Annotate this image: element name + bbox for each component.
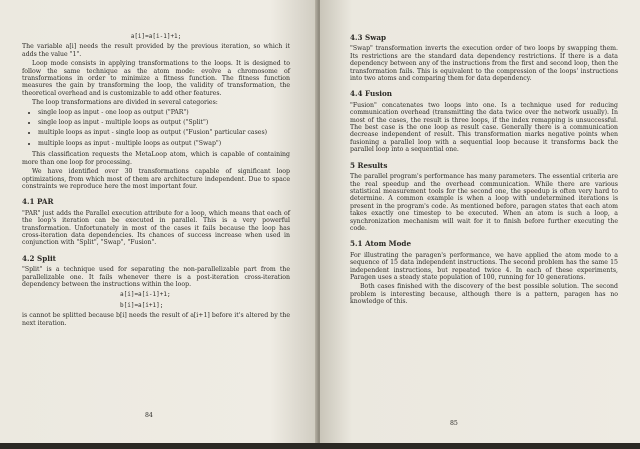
section-heading: 5 Results	[350, 160, 388, 170]
code-line: b[i]=a[i+1];	[120, 301, 164, 309]
section-heading: 4.4 Fusion	[350, 89, 393, 99]
list-item: • single loop as input - multiple loops as output ("Split")	[38, 119, 290, 126]
paragraph: is cannot be splitted because b[i] needs the result of a[i+1] before it's altered by the next iteration.	[22, 312, 290, 327]
paragraph: We have identified over 30 transformations capable of significant loop optimizations, from which most of them are architecture independent. Due to space constraints we reproduce here the most important four.	[22, 168, 290, 190]
category-list	[22, 109, 290, 148]
paragraph: "Fusion" concatenates two loops into one. Is a technique used for reducing communication overhead (transmitting the data twice over the network usually). In most of the cases, the result is three loops, if the index remapping is unsuccessful. The best case is the one loop as result case. Generally there is a communication decrease independent of result. This transformation marks negative points when fusioning a parallel loop with a sequential loop because it transforms back the parallel loop into a sequential one.	[350, 101, 618, 154]
list-item: • multiple loops as input - single loop as output ("Fusion" particular cases)	[38, 129, 290, 136]
section-heading: 4.3 Swap	[350, 33, 387, 42]
paragraph: This classification requests the MetaLoop atom, which is capable of containing more than one loop for processing.	[22, 151, 290, 166]
list-item: • multiple loops as input - multiple loops as output ("Swap")	[38, 140, 290, 147]
paragraph: "Split" is a technique used for separating the non-parallelizable part from the parallelizable one. It fails whenever there is a post-iteration cross-iteration dependency between the instructions within the loop.	[22, 266, 290, 288]
section-heading: 5.1 Atom Mode	[350, 239, 412, 249]
paragraph: Both cases finished with the discovery of the best possible solution. The second problem is interesting because, although there is a pattern, paragen has no knowledge of this.	[350, 283, 618, 306]
page-number: 85	[450, 420, 458, 427]
section-heading: 4.1 PAR	[22, 197, 54, 207]
code-line: a[i]=a[i-1]+1;	[120, 291, 171, 299]
scan-edge-bottom	[0, 443, 640, 449]
list-item: • single loop as input - one loop as output ("PAR")	[38, 109, 290, 116]
left-page	[0, 0, 318, 449]
paragraph: For illustrating the paragen's performance, we have applied the atom mode to a sequence of 15 data independent instructions. The second problem has the same 15 independent instructions, but repeated twice 4. In each of these experiments, Paragen uses a steady state population of 100, running for 10 generations.	[350, 251, 618, 281]
paragraph: The loop transformations are divided in several categories:	[32, 99, 218, 107]
paragraph: Loop mode consists in applying transformations to the loops. It is designed to follow the same technique as the atom mode: evolve a chromosome of transformations in order to minimize a fitness function. The fitness function measures the gain by transforming the loop, the validity of transformation, the theoretical overhead and is customizable to add other features.	[22, 60, 290, 97]
page-number: 84	[145, 412, 153, 419]
right-page-text	[350, 34, 618, 308]
paragraph: "Swap" transformation inverts the execution order of two loops by swapping them. Its restrictions are the standard data dependency restrictions. If there is a data dependency between any of the instructions from the first and second loop, then the transformation fails. This is equivalent to the compression of the loops' instructions into two atoms and comparing them for data dependency.	[350, 45, 618, 83]
paragraph: The variable a[i] needs the result provided by the previous iteration, so which it adds the value "1".	[22, 43, 290, 58]
paragraph: "PAR" just adds the Parallel execution attribute for a loop, which means that each of the loop's iteration can be executed in parallel. This is a very powerful transformation. Unfortunately in most of the cases it fails because the loop has cross-iteration data dependencies. Its chances of success increase when used in conjunction with "Split", "Swap", "Fusion".	[22, 209, 290, 247]
paragraph: The parallel program's performance has many parameters. The essential criteria are the real speedup and the overhead communication. While there are various statistical measurement tools for the second one, the speedup is often very hard to determine. A common example is when a loop with undetermined iterations is present in the program's code. As mentioned before, paragen states that each atom takes exactly one timestep to be executed. When an atom is such a loop, a synchronization mechanism will wait for it to finish before further executing the code.	[350, 173, 618, 232]
code-line: a[i]=a[i-1]+1;	[130, 33, 182, 40]
left-page-text	[22, 30, 290, 329]
section-heading: 4.2 Split	[22, 253, 57, 263]
right-page	[320, 0, 640, 449]
